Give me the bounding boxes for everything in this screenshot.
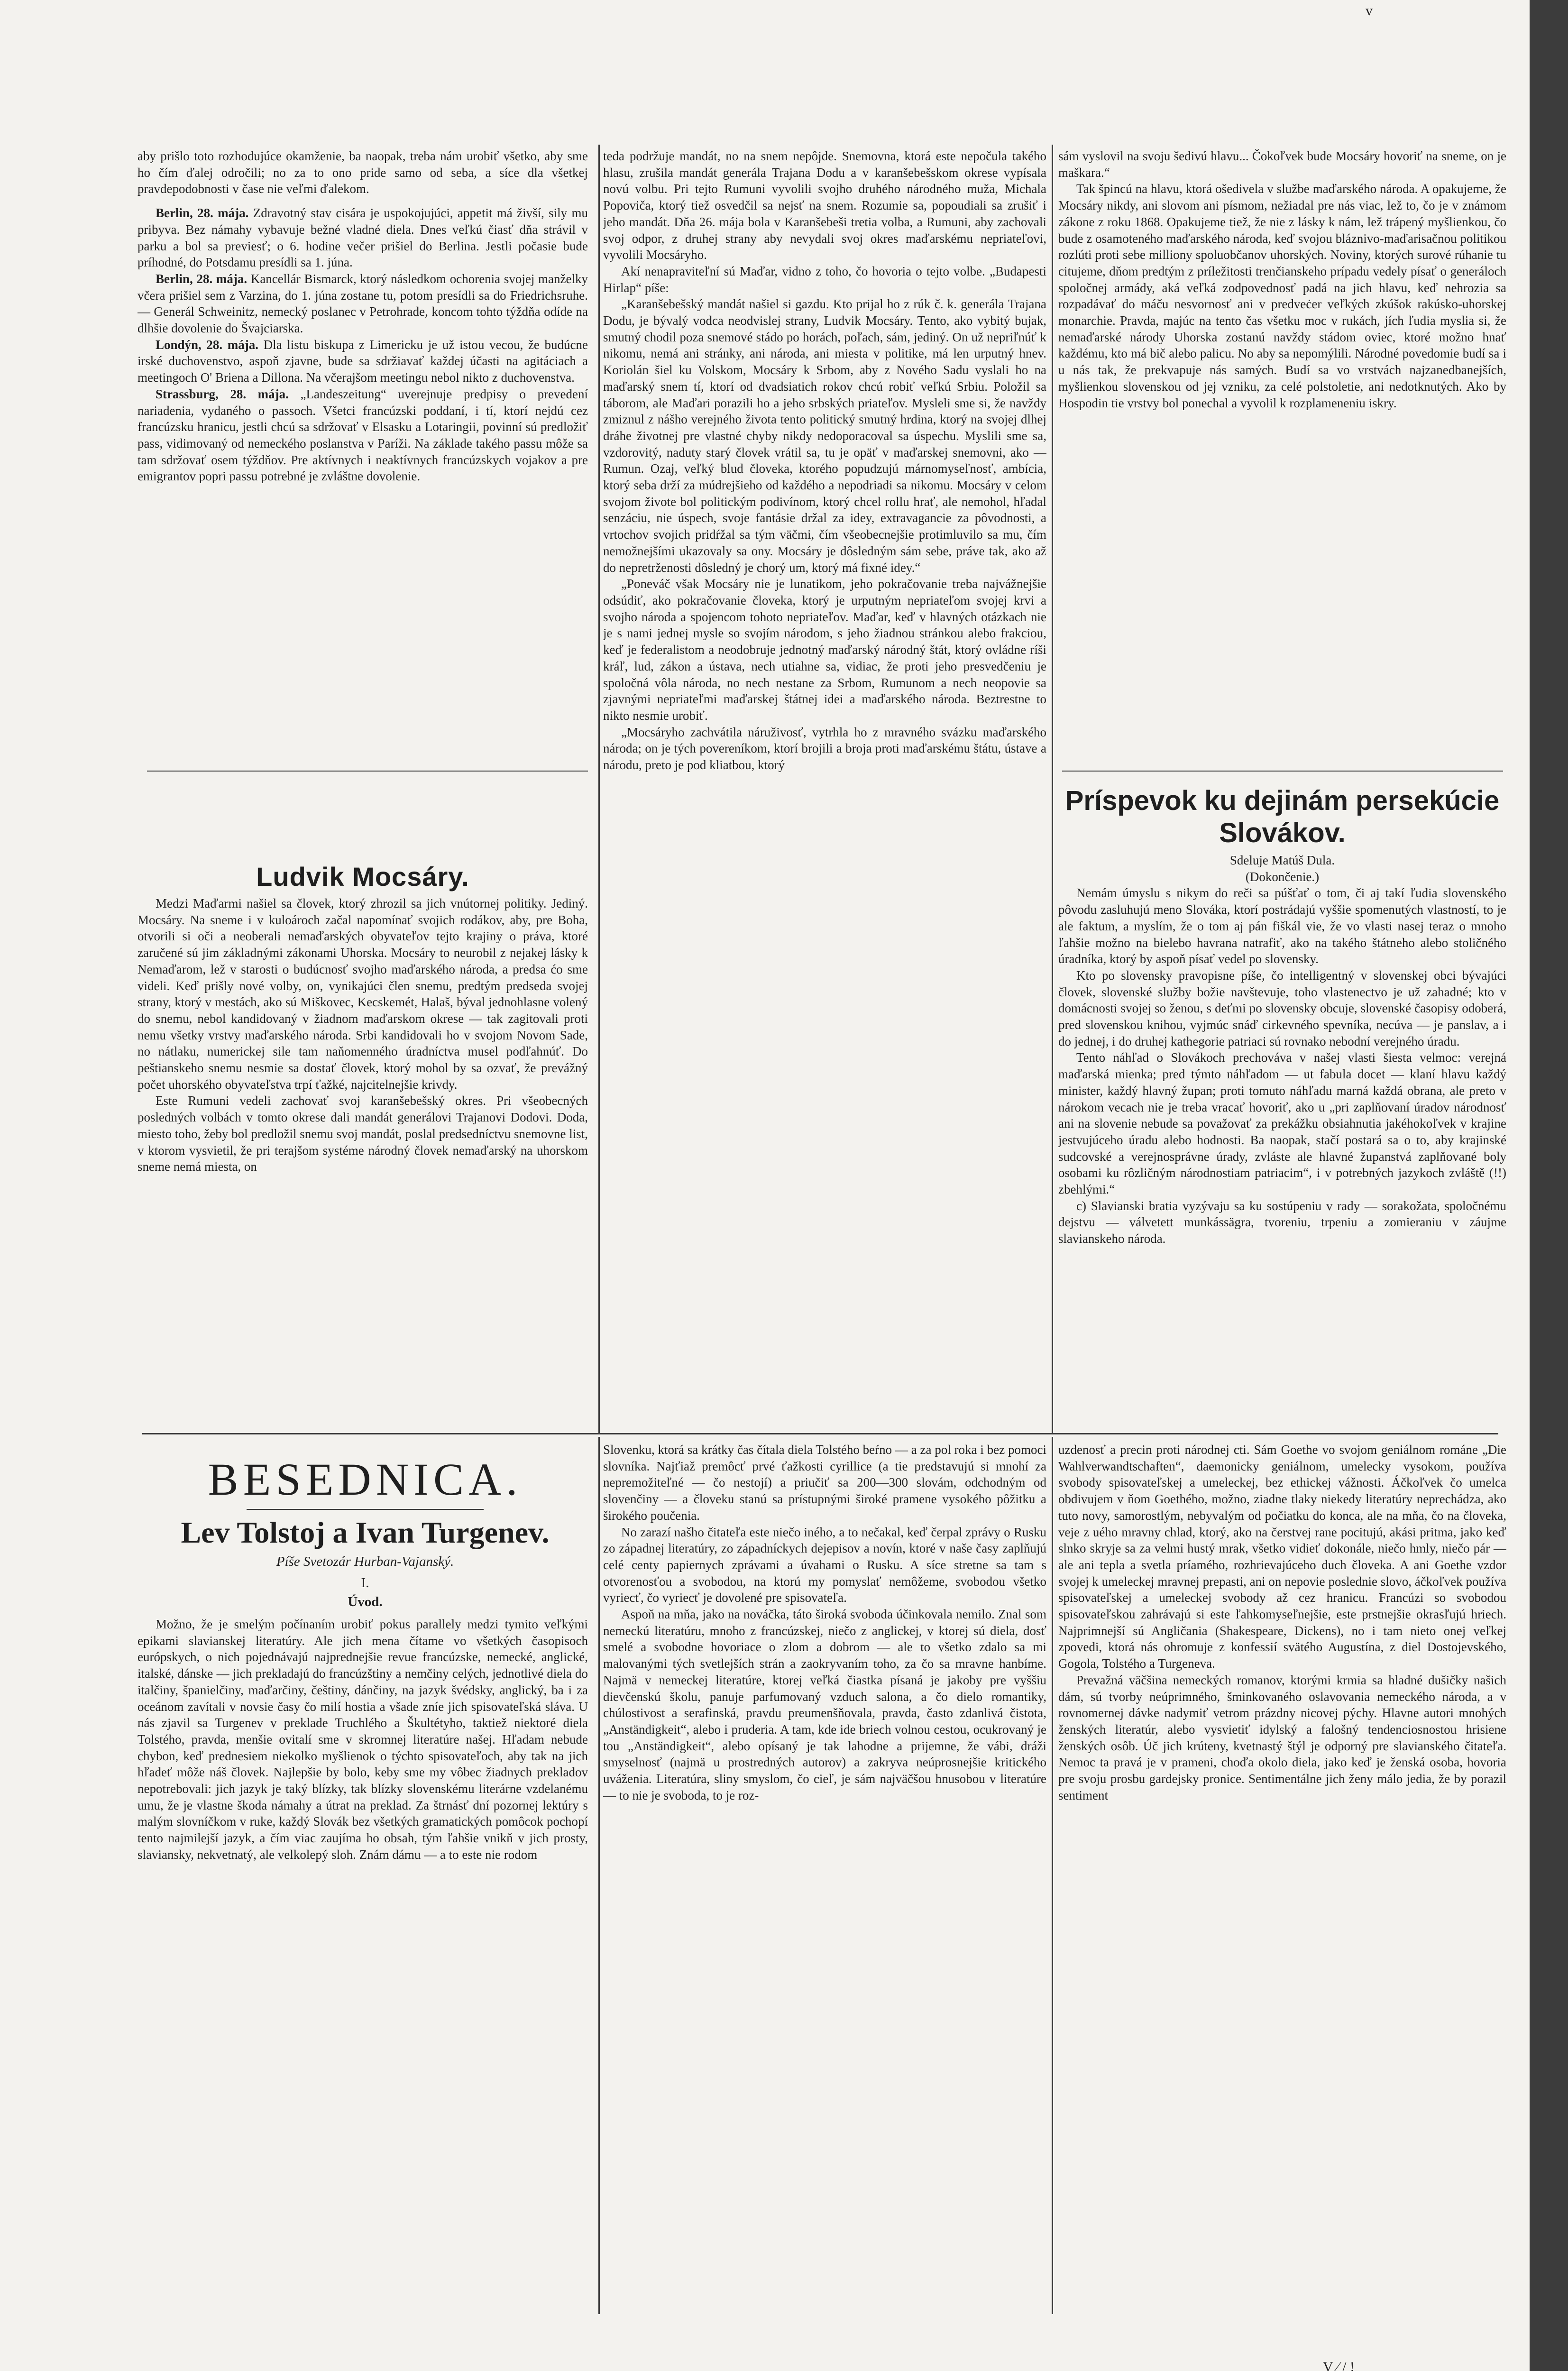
paragraph: Medzi Maďarmi našiel sa človek, ktorý zhrozil sa jich vnútornej politiky. Jediný. Mocsáry. Na sneme i v kuloároch začal napomínať svojich rodákov, aby, pre Boha, otvorili si oči a neoberali nemaďarských obyvateľov tejto krajiny o práva, ktoré zaručené sú jim základnými zákonami Uhorska. Mocsáry to neurobil z nejakej lásky k Nemaďarom, lež v starosti o budúcnosť svojho maďarského národa, a predsa ćo sme videli. Keď prišly nové volby, on, vynikajúci člen snemu, predtým predseda svojej strany, ktorý v mestách, ako sú Miškovec, Kecskemét, Halaš, býval jednohlasne volený do snemu, nebol kandidovaný v žiadnom maďarskom okrese — tak zagitovali proti nemu všetky vrstvy maďarského národa. Srbi kandidovali ho v svojom Novom Sade, no nátlaku, numerickej sile tam naňomenného úradníctva musel podľahnúť. Do peštianskeho snemu nesmie sa dostať človek, ktorý mohol by sa ozvať, že prevážný počet uhorského obyvateľstva trpí ťažké, najcitelnejšie krivdy.: [138, 896, 588, 1092]
paragraph: Tak špincú na hlavu, ktorá ošedivela v službe maďarského národa. A opakujeme, že Mocsáry nikdy, ani slovom ani písmom, nežiadal pre nás viac, lež to, čo je v známom zákone z roku 1868. Opakujeme tiež, že nie z lásky k nám, lež trápený myšlienkou, čo bude z osamoteného maďarského národa, keď svojou bláznivo-maďarisačnou politikou rozlúti proti sebe milliony spoluobčanov uhorských. Noviny, ktorých surové rúhanie tu citujeme, dňom predtým z príležitosti trenčianskeho prípadu vedely písať o generáloch spoločnej armády, aká veľká zodpovednosť padá na jich hlavu, keď nehrozia sa rozpadávať do máču nesvornosť ani v predveċer veľkých zkúšok rakúsko-uhorskej monarchie. Pravda, majúc na tento čas všetku moc v rukách, jích ľudia myslia si, že nemaďarské národy Uhorska zostanú navždy stádom oviec, ktoré možno hnať každému, kto má bič alebo palicu. No aby sa nepomýlili. Národné povedomie budí sa i u nás tak, že prekvapuje nás samých. Budí sa vo vrstvách najzanedbanejších, myšlienkou slovenskou od jej vzniku, za celé polstoletie, ani nedotknutých. Ako by Hospodin tie vrstvy bol ponechal a vyvolil k rozplameneniu iskry.: [1058, 182, 1506, 410]
paragraph: Nemám úmyslu s nikym do reči sa púšťať o tom, či aj takí ľudia slovenského pôvodu zasluhujú meno Slováka, ktorí postrádajú vyššie spomenutých vlastností, to je ale faktum, a myslím, že o tom aj pán fiškál vie, že vo vlasti nasej teraz o mnoho ľahšie možno na bielebo havrana natrafiť, ako na takého štátneho alebo stoličného úradníka, ktorý by aspoň písať vedel po slovensky.: [1058, 886, 1506, 966]
intro-text: aby prišlo toto rozhodujúce okamženie, ba naopak, treba nám urobiť všetko, aby sme ho čím ďalej odročili; no za to ono pride samo od seba, a síce dla všetkej pravdepodobnosti v čase nie veľmi ďalekom.: [138, 149, 588, 196]
persecution-column: [1058, 775, 1506, 1432]
margin-mark-top: v: [1366, 3, 1373, 18]
news-text: Kancellár Bismarck, ktorý následkom ochorenia svojej manželky včera prišiel sem z Varzina, do 1. júna zostane tu, potom presídli sa do Friedrichsruhe. — Generál Schweinitz, nemecký poslanec v Petrohrade, koncom tohto týždňa odíde na dlhšie dovolenie do Švajciarska.: [138, 271, 588, 336]
mocsary-column-1: [138, 854, 588, 1430]
chapter-title: Úvod.: [348, 1594, 383, 1609]
paragraph: c) Slavianski bratia vyzývaju sa ku sostúpeniu v rady — sorakožata, spoločnému dejstvu — válvetett munkássägra, tvoreniu, trpeniu a zomieraniu v záujme slavianskeho národa.: [1058, 1198, 1506, 1246]
besednica-column-3: [1058, 1442, 1506, 2314]
paragraph: sám vyslovil na svoju šedivú hlavu... Čokoľvek bude Mocsáry hovoriť na sneme, on je maškara.“: [1058, 149, 1506, 180]
paragraph: Aspoň na mňa, jako na nováčka, táto široká svoboda účinkovala nemilo. Znal som nemeckú literatúru, mnoho z francúzskej, niečo z anglickej, v ktorej sú diela, dosť smelé a svobodne hovoriace o zlom a dobrom — ale to všetko zdalo sa mi malovanými tých svetlejších strán a zaokryvaním toho, za čo sa mravne hanbíme. Najmä v nemeckej literatúre, ktorej veľká čiastka písaná je jakoby pre vyššiu dievčenskú školu, panuje parfumovaný vzduch salona, a čo dielo romantiky, chúlostivost a serafinská, pravdu preumenšňovala, pravda, často zdanlivá čistota, „Anständigkeit“, alebo i pruderia. A tam, kde ide briech volnou cestou, ocukrovaný je tou „Anständigkeit“, alebo opísaný je tak lahodne a prijemne, že vábi, dráži smyselnosť (najmä u prostredných autorov) a zakryva neúprosnejšie kritického uváženia. Literatúra, sliny smyslom, čo cieľ, je sám najväčšou hnusobou v literatúre — to nie je svoboda, to je roz-: [603, 1607, 1046, 1802]
news-text: „Landeszeitung“ uverejnuje predpisy o prevedení nariadenia, vydaného o passoch. Všetci francúzski poddaní, i tí, ktorí nejdú cez francúzsku hranicu, jestli chcú sa sdržovať v Elsasku a Lotaringii, povinní sú predložiť pass, vidimovaný od nemeckého poslanstva v Paríži. Na základe takého passu môže sa tam sdržovať osem týždňov. Pre aktívnych i neaktívnych francúzskych vojakov a pre emigrantov popri passu potrebné je zvláštne dovolenie.: [138, 386, 588, 484]
article-title: Príspevok ku dejinám persekúcie Slovákov.: [1065, 785, 1500, 848]
column-rule-4: [1052, 1437, 1053, 2314]
column-rule-1: [598, 145, 600, 1434]
news-divider: [147, 771, 588, 772]
author-line: Píše Svetozár Hurban-Vajanský.: [276, 1554, 454, 1569]
paragraph: teda podržuje mandát, no na snem nepôjde. Snemovna, ktorá este nepočula takého hlasu, zrušila mandát generála Trajana Dodu a v karanšebešskom okrese vypísala novú volbu. Pri tejto Rumuni vyvolili svojho druhého národného muža, Michala Popoviča, ktorý tiež osvedčil sa nejsť na snem. Rozumie sa, popoudiali sa zrušiť i jeho mandát. Dňa 26. mája bola v Karanšebeši tretia volba, a Rumuni, aby zachovali svoj odpor, z druhej strany aby nevydali svoj okres maďarskému nepriateľovi, vyvolili Mocsáryho.: [603, 149, 1046, 262]
news-text: Dla listu biskupa z Limericku je už istou vecou, že budúcne irské duchovenstvo, aspoň zjavne, bude sa sdržiavať každej účasti na agitáciach a meetingoch O' Briena a Dillona. Na včerajšom meetingu nebol nikto z duchovenstva.: [138, 337, 588, 385]
continuation-note: (Dokončenie.): [1245, 869, 1320, 884]
paragraph: Este Rumuni vedeli zachovať svoj karanšebešský okres. Pri všeobecných posledných volbách v tomto okrese dali mandát generálovi Trajanovi Dodovi. Doda, miesto toho, žeby bol predložil snemu svoj mandát, poslal predsedníctvu snemovne list, v ktorom vysvietil, že pri terajšom systéme národný človek nemaďarský na uhorskom sneme nemá miesta, on: [138, 1094, 588, 1174]
section-divider: [142, 1433, 1498, 1434]
paragraph: „Karanšebešský mandát našiel si gazdu. Kto prijal ho z rúk č. k. generála Trajana Dodu, je bývalý vodca neodvislej strany, Ludvik Mocsáry. Tento, ako vybitý bujak, smutný chodil poza snemové stádo po horách, poľach, sám, jediný. On už nepriľnúť k nikomu, nemá ani stránky, ani národa, ani miesta v politike, má len urputný hnev. Koriolán šiel ku Volskom, Mocsáry k Srbom, aby z Nového Sadu vyslali ho na maďarský snem tí, ktorí od dvadsiatich rokov chcú robiť veľkú Srbiu. Položil sa táborom, ale Maďari porazili ho a jeho srbských priateľov. Mysleli sme si, že navždy zmiznul z nášho verejného života tento politický smutný hrdina, ktorý na svojej dlhej dráhe životnej pre vlastné chyby nikdy nedoporacoval sa úspechu. Myslili sme sa, vzdorovitý, naduty starý človek vrátil sa, tu je opäť v maďarskej snemovni, ako — Rumun. Ozaj, veľký blud človeka, ktorého popudzujú márnomyseľnosť, ambícia, ktorý seba drží za múdrejšieho od každého a nepodriadi sa nikomu. Mocsáry v celom svojom živote bol politickým podivínom, ktorý chcel rollu hrať, ale nemohol, hľadal senzáciu, nie úspech, svoje fantásie držal za idey, extravagancie za pôvodnosti, a vrtochov svojich pridŕžal sa tým väčmi, čím všeobecnejšie protimluvilo sa mu, čím nemožnejšími ukazovaly sa ony. Mocsáry je dôsledným sám sebe, práve tak, ako až do nepretrženosti dôsledný je chorý um, ktorý má fixné idey.“: [603, 297, 1046, 575]
paragraph: uzdenosť a precin proti národnej cti. Sám Goethe vo svojom geniálnom románe „Die Wahlverwandtschaften“, daemonicky geniálnom, umelecky vysokom, používa svobody spisovateľskej a umeleckej, bez ethickej vážnosti. Áčkoľvek čo umelca obdivujem v ňom Goethého, možno, ziadne tlaky niekedy literatúry neprechádza, ako tuto novy, samorostlým, nebyvalým od počiatku do konca, ale na mňa, čo na človeka, veje z uého mravny chlad, ktorý, ako na čerstvej rane pocitujú, akási pritma, jako keď slnko skryje sa za velmi hustý mrak, všetko vidieť dokonále, niečo hmly, niečo pár — ale ani tepla a svetla príamého, rozhrievajúceho duch človeka. A ani Goethe vzdor svojej k umeleckej mravnej prepasti, ani on nepovie poslednie slovo, áčkoľvek používa spisovateľskej a umeleckej svobody až cez hranicu. Francúzi so svobodou spisovateľskou zahrávajú si este ľahkomyseľnejšie, este prstnejšie okrasľujú hriech. Najprimnejší sú Angličania (Shakespeare, Dickens), no i tam nieto onej veľkej zpovedi, ktorá nás ohromuje z konfessií svätého Augustína, z diel Dostojevského, Gogola, Tolstého a Turgeneva.: [1058, 1443, 1506, 1671]
news-text: Zdravotný stav cisára je uspokojujúci, appetit má živší, sily mu pribyva. Bez námahy vybavuje bežné vladné diela. Dnes veľkú čiasť dňa strávil v parku a bol sa previesť; o 6. hodine večer prišiel do Berlina. Jestli počasie bude príhodné, do Potsdamu presídli sa 1. júna.: [138, 206, 588, 270]
mocsary-column-3: [1058, 148, 1506, 769]
paragraph: Kto po slovensky pravopisne píše, čo intelligentný v slovenskej obci bývajúci človek, slovenské služby božie navštevuje, toho vlastenectvo je už zahadné; kto v domácnosti svojej so ženou, s deťmi po slovensky obcuje, slovenské časopisy odoberá, pred slovenskou knihou, vyjmúc snáď cirkevného spevníka, necúva — je panslav, a i do jednej, i do druhej kathegorie patriaci sú rovnako nebodní verejného úradu.: [1058, 968, 1506, 1048]
section-title: BESEDNICA.: [208, 1454, 523, 1505]
paragraph: Akí nenapraviteľní sú Maďar, vidno z toho, čo hovoria o tejto volbe. „Budapesti Hirlap“ píše:: [603, 264, 1046, 295]
news-berlin-2: [138, 271, 588, 337]
scan-edge: [1527, 0, 1568, 2371]
column-rule-2: [1052, 145, 1053, 1434]
mocsary-column-2: [603, 148, 1046, 1431]
dateline: Londýn, 28. mája.: [156, 337, 259, 352]
besednica-underline: [247, 1509, 484, 1510]
byline: Sdeluje Matúš Dula.: [1229, 853, 1335, 867]
news-column: [138, 148, 588, 769]
paragraph: Možno, že je smelým počínaním urobiť pokus parallely medzi tymito veľkými epikami slavianskej literatúry. Ale jich mena čítame vo všetkých časopisoch európskych, o nich pojednávajú najprednejšie revue francúzske, nemecké, anglické, italské, dánske — jich prekladajú do francúzštiny a nemčiny celých, jednotlivé diela do italčiny, španielčiny, maďarčiny, češtiny, dánčiny, na jazyk švédsky, anglický, ba i za oceánom zavítali v novsie časy čo milí hostia a všade zníe jich spisovateľská sláva. U nás zjavil sa Turgenev v preklade Truchlého a Škultétyho, taktiež niektoré diela Tolstého, pravda, menšie ovitalí sme v skromnej literatúre našej. Hľadam nebude chybon, keď prednesiem niekolko myšlienok o týchto spisovateľoch, aby tak na jich hľadeť môže náš človek. Najlepšie by bolo, keby sme my vôbec žiadnych prekladov nepotrebovali: jich jazyk je taký blízky, tak blízky slovenskému literárne vzdelanému umu, že je vlastne škoda námahy a útrat na preklad. Za štrnásť dní pozornej lektúry s malým slovníčkom v ruke, každý Slovák bez všetkých gramatických pomôcok pochopí tento najmilejší jazyk, a čím viac zaujíma ho obsah, tým ľahšie vnikň v jich prosty, slaviansky, nekvetnatý, ale velkolepý sloh. Znám dámu — a to este nie rodom: [138, 1617, 588, 1862]
dateline: Berlin, 28. mája.: [156, 206, 249, 221]
paragraph: Slovenku, ktorá sa krátky čas čítala diela Tolstého beŕno — a za pol roka i bez pomoci slovníka. Najťiaž premôcť prvé ťažkosti cyrillice (a tie predstavujú si mnohí za nepremožiteľné — čo nestojí) a priučiť sa 200—300 slovám, odchodným od slovenčiny — a človeku stanú sa prístupnými široké pramene vysokého pôžitku a širokého poučenia.: [603, 1443, 1046, 1523]
article-title: Ludvik Mocsáry.: [256, 862, 469, 891]
paragraph: Tento náhľad o Slovákoch prechováva v našej vlasti šiesta velmoc: verejná maďarská mienka; pred týmto náhľadom — ut fabula docet — klaní hlavu každý minister, každý hlavný župan; proti tomuto náhľadu marná každá obrana, ale preto v nárokom vecach nie je treba vracať hovoriť, ako u „pri zaplňovaní úradov národnosť ani na slovenie nebude sa považovať za prekážku obsiahnutia jakéhokoľvek v krajine jestvujúceho úradu alebo hodnosti. Ba naopak, stačí postará sa o to, aby krajinské sudcovské a verejnosprávne úrady, zvláste ale hlavné županstvá zaplňované boly osobami ku rôzličným národnostiam patriacim“, i v potrebných jazykoch zvláště (!!) zbehlými.“: [1058, 1050, 1506, 1197]
paragraph: „Poneváč však Mocsáry nie je lunatikom, jeho pokračovanie treba najvážnejšie odsúdiť, ako pokračovanie človeka, ktorý je urputným nepriateľom svojej krvi a svojho národa a spojencom tohoto nepriateľov. Maďar, keď v hlavných otázkach nie je s nami jednej mysle so svojím národom, s jeho žiadnou stránkou alebo frakciou, keď je federalistom a neodobruje jednotný maďarský národný štát, ktorý ovládne ríši kráľ, lud, zákon a ústava, nech utiahne sa, vidiac, že proti jeho presvedčeniu je spoločná vôla národa, no nech nestane za Srbom, Rumunom a nech neopovie sa zjavnými nepriateľmi maďarskej štátnej idei a maďarského národa. Beztrestne to nikto nesmie urobiť.: [603, 577, 1046, 723]
besednica-column-2: [603, 1442, 1046, 2314]
column-rule-3: [598, 1437, 600, 2314]
paragraph: Prevažná väčšina nemeckých romanov, ktorými krmia sa hladné dušičky našich dám, sú tvorby neúprimného, šminkovaného oslavovania nemeckého národa, a v rovnomernej dávke nadymiť vetrom prázdny nicovej pýchy. Hlavne autori mnohých ženských literatúr, alebo vysvietiť idylský a falošný tendenciosnostou hrisiene ženských osôb. Úč jich krúteny, kvetnastý štýl je odporný pre slavianského čitateľa. Nemoc ta pravá je v prameni, choďa okolo diela, jako keď je ženská osoba, hovoria pre svoju prosbu gardejsky pronice. Sentimentálne jich ženy málo jedia, že by porazil sentiment: [1058, 1673, 1506, 1802]
margin-mark-bottom: V ⁄ / !: [1323, 2359, 1355, 2371]
news-london: [138, 337, 588, 386]
paragraph: No zarazí našho čitateľa este niečo iného, a to nečakal, keď čerpal zprávy o Rusku zo západnej literatúry, zo západníckych dejepisov a novín, ktoré v naše časy zaplňujú celé centy papiernych zprávami a úvahami o Rusku. A síce stretne sa tam s otvorenosťou a svobodou, na ktorú my pomyslať nemôžeme, svobodou všetko vyriecť, čo vyriecť je dovolené pre spisovateľa.: [603, 1525, 1046, 1605]
persecution-divider: [1062, 771, 1503, 772]
dateline: Strassburg, 28. mája.: [156, 386, 289, 401]
news-strassburg: [138, 386, 588, 485]
part-number: I.: [361, 1575, 369, 1590]
paragraph: „Mocsáryho zachvátila náruživosť, vytrhla ho z mravného svázku maďarského národa; on je tých povereníkom, ktorí brojili a broja proti maďarskému štátu, ústave a národu, preto je pod kliatbou, ktorý: [603, 725, 1046, 772]
besednica-column-1: [138, 1616, 588, 2313]
dateline: Berlin, 28. mája.: [156, 271, 248, 286]
feuilleton-title: Lev Tolstoj a Ivan Turgenev.: [181, 1516, 550, 1549]
news-berlin-1: [138, 205, 588, 271]
